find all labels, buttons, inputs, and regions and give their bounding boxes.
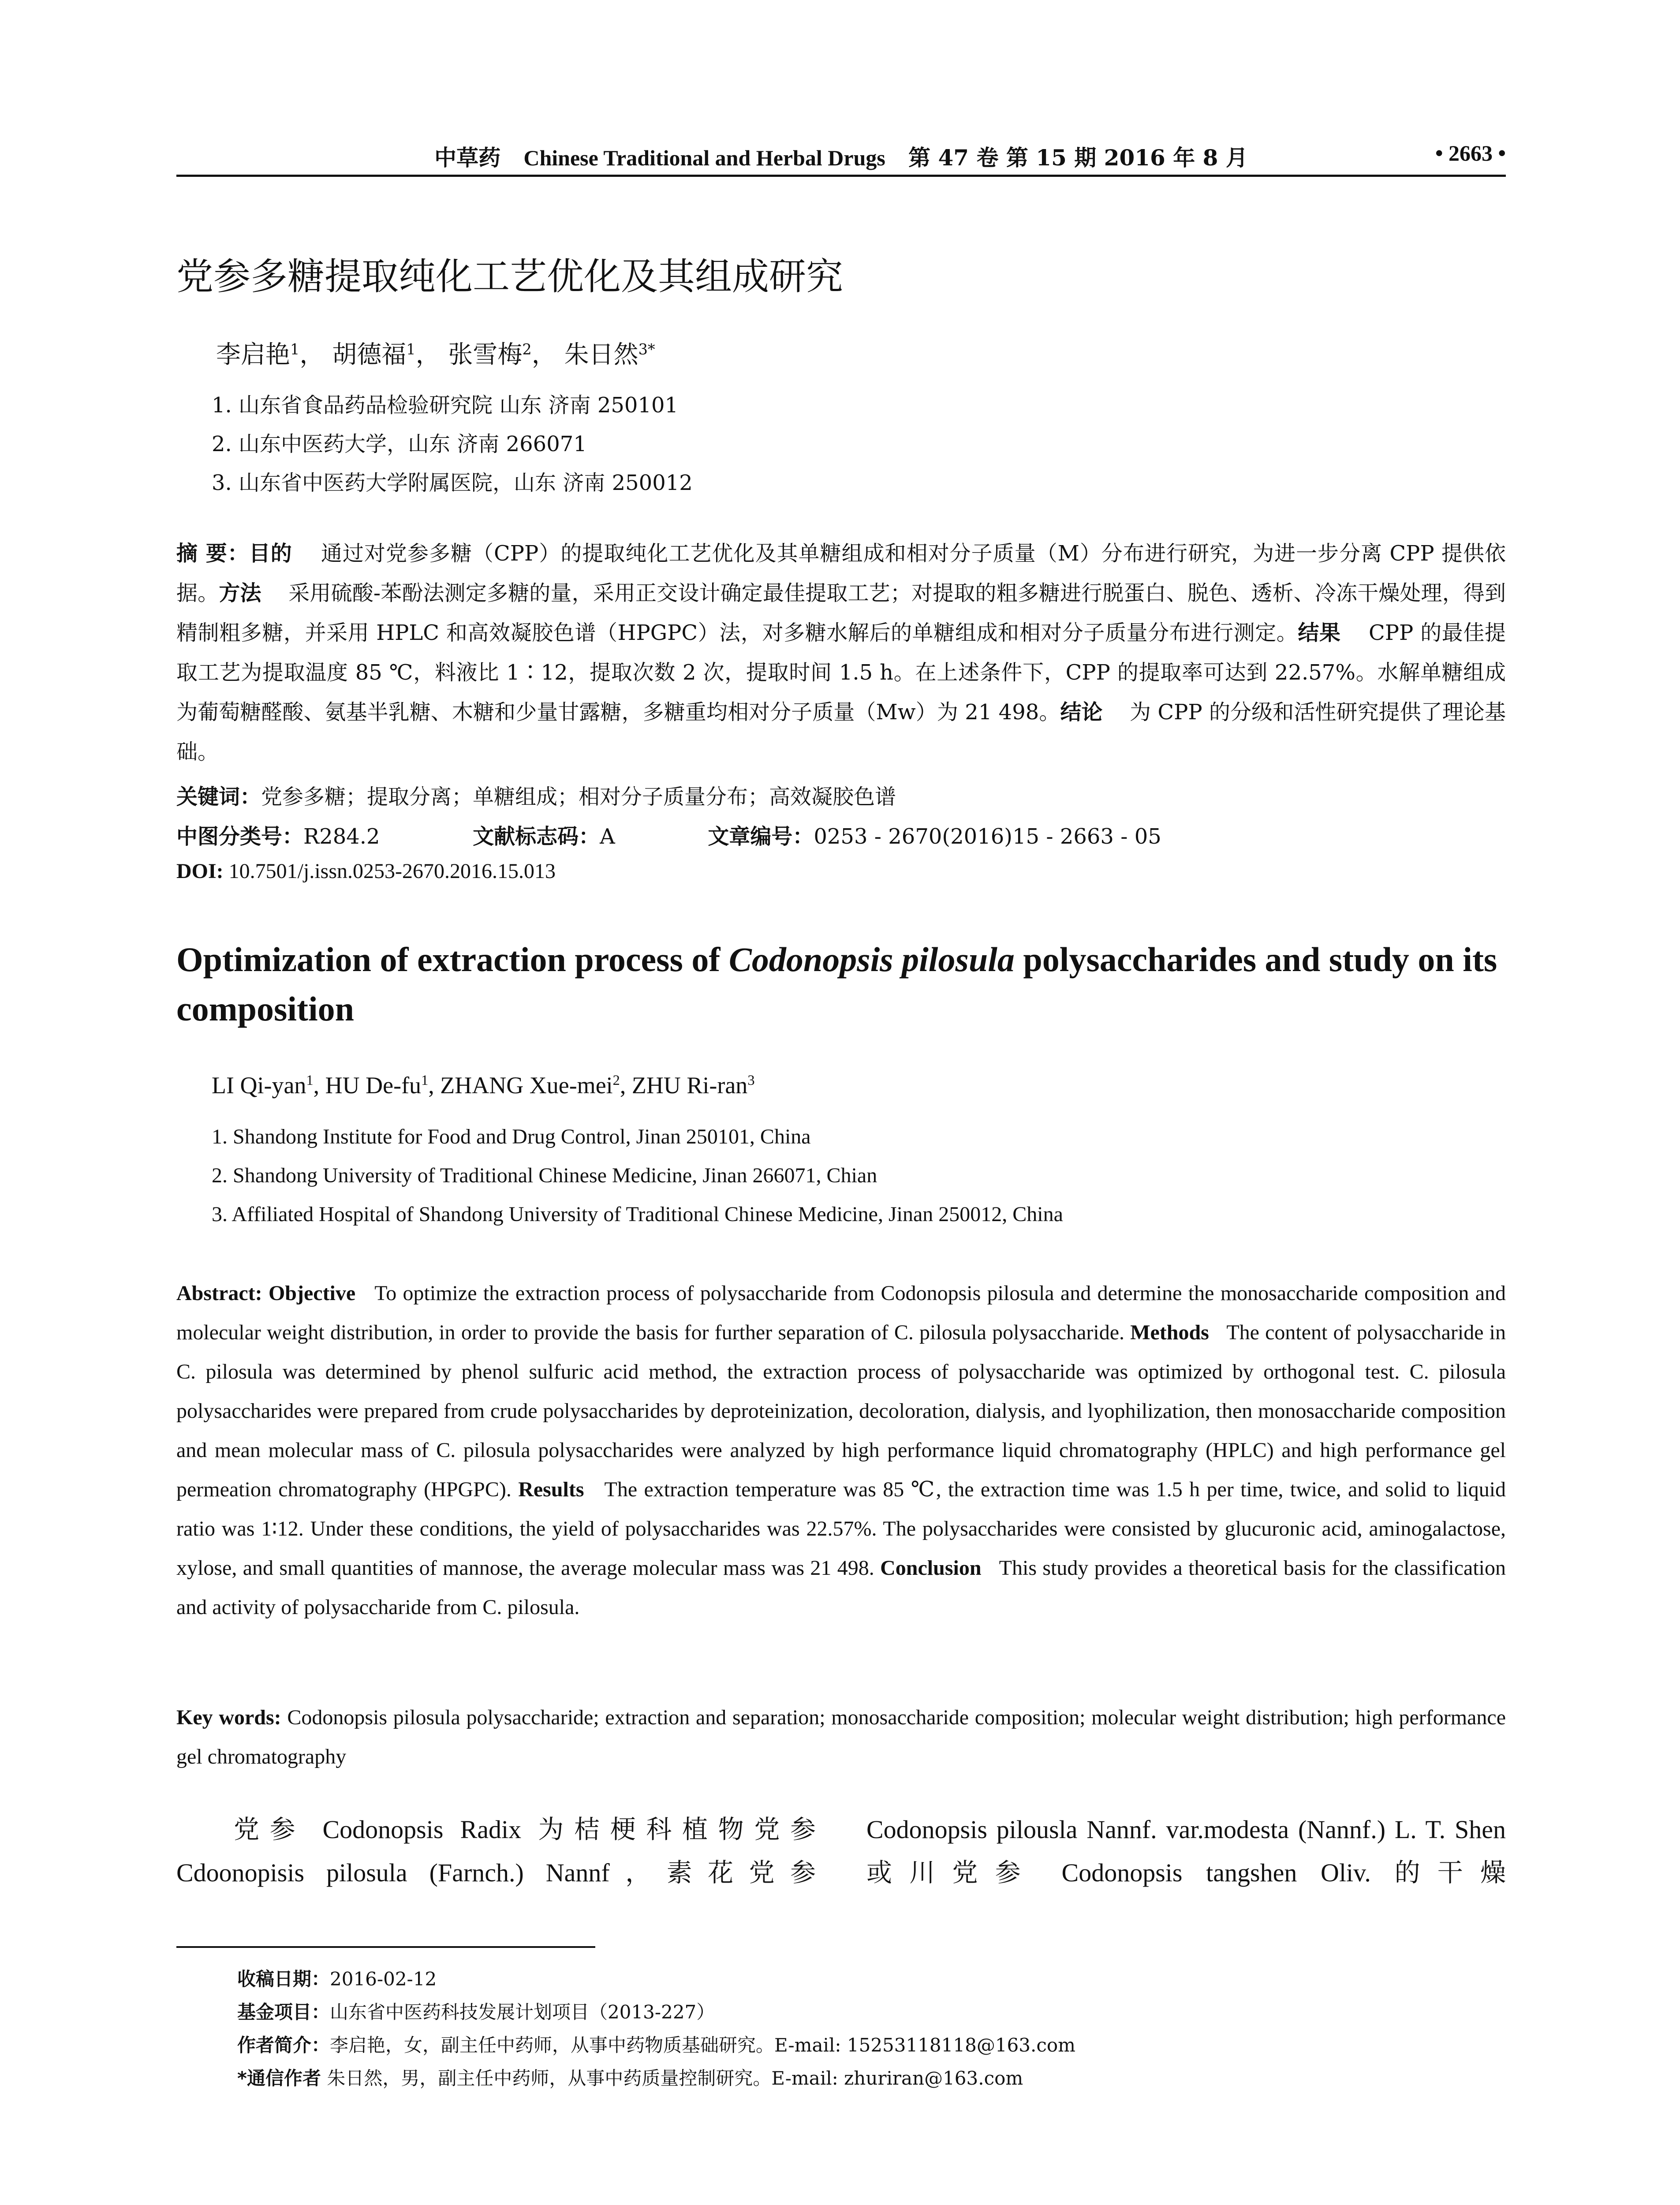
doc-code-value: A <box>600 824 615 849</box>
en-results-label: Results <box>518 1478 584 1501</box>
en-author-sup: 1 <box>306 1073 314 1088</box>
footnote-rule <box>176 1946 595 1948</box>
footnote-label: *通信作者 <box>237 2067 321 2089</box>
cn-author: 李启艳 <box>216 340 290 369</box>
en-methods: The content of polysaccharide in C. pilosula was determined by phenol sulfuric acid method, the extraction process of polysaccharide was optimized by orthogonal test. C. pilosula polysaccharides were prepared from crude polysaccharides by deproteinization, decoloration, dialysis, and lyophilization, then monosaccharide composition and mean molecular mass of C. pilosula polysaccharides were analyzed by high performance liquid chromatography (HPLC) and high performance gel permeation chromatography (HPGPC). <box>176 1321 1506 1501</box>
en-author: HU De-fu <box>325 1072 422 1099</box>
cn-affiliation-3: 3. 山东省中医药大学附属医院，山东 济南 250012 <box>212 471 693 495</box>
cn-classification-line <box>176 819 1161 850</box>
doc-code-label: 文献标志码： <box>473 824 600 849</box>
journal-issue: 第 47 卷 第 15 期 2016 年 8 月 <box>908 145 1248 171</box>
en-author: LI Qi-yan <box>212 1072 306 1099</box>
cn-abstract <box>176 534 1506 772</box>
en-author: ZHU Ri-ran <box>631 1072 748 1099</box>
cn-keywords-text: 党参多糖；提取分离；单糖组成；相对分子质量分布；高效凝胶色谱 <box>261 785 896 809</box>
footnote-funding <box>237 1998 715 2024</box>
en-methods-label: Methods <box>1130 1321 1209 1344</box>
en-conclusion: This study provides a theoretical basis for the classification and activity of polysaccharide from C. pilosula. <box>176 1556 1506 1619</box>
cn-author-sup: 2 <box>522 340 532 358</box>
footnote-text: 山东省中医药科技发展计划项目（2013-227） <box>330 2001 715 2023</box>
en-title-italic: Codonopsis pilosula <box>728 940 1015 979</box>
journal-en-name: Chinese Traditional and Herbal Drugs <box>523 146 885 170</box>
en-title-post: polysaccharides and study on its composition <box>176 940 1497 1028</box>
en-authors: LI Qi-yan$^1$, HU $De-fu^1$, ZHANG Xue-mei$^2$, ZHU Ri-ran$^3$ <box>212 1072 755 1099</box>
doi-value: 10.7501/j.issn.0253-2670.2016.15.013 <box>228 860 556 883</box>
en-keywords <box>176 1698 1506 1776</box>
footnote-label: 收稿日期： <box>237 1968 330 1990</box>
cn-results-label: 结果 <box>1298 620 1341 645</box>
cn-conclusion: 为 CPP 的分级和活性研究提供了理论基础。 <box>176 700 1506 764</box>
cn-affiliation-1: 1. 山东省食品药品检验研究院 山东 济南 250101 <box>212 393 679 418</box>
cn-affiliation-2: 2. 山东中医药大学，山东 济南 266071 <box>212 432 587 456</box>
cn-keywords <box>176 780 896 810</box>
cn-author: 胡德福 <box>332 340 407 369</box>
en-author-sup: 1 <box>421 1073 429 1088</box>
footnote-text: 李启艳，女，副主任中药师，从事中药物质基础研究。E-mail: 15253118118@163.com <box>330 2034 1075 2056</box>
body-column-right: Codonopsis pilousla Nannf. var.modesta (Nannf.) L. T. Shen 或川党参 Codonopsis tangshen Oliv. 的干燥 <box>866 1815 1506 1887</box>
en-conclusion-label: Conclusion <box>880 1556 982 1580</box>
running-header <box>176 140 1506 176</box>
en-affiliation-2: 2. Shandong University of Traditional Chinese Medicine, Jinan 266071, Chian <box>212 1164 877 1187</box>
clc-label: 中图分类号： <box>176 824 304 849</box>
en-objective: To optimize the extraction process of polysaccharide from Codonopsis pilosula and determine the monosaccharide composition and molecular weight distribution, in order to provide the basis for further separation of C. pilosula polysaccharide. <box>176 1282 1506 1344</box>
en-affiliation-3: 3. Affiliated Hospital of Shandong University of Traditional Chinese Medicine, Jinan 250012, China <box>212 1203 1063 1226</box>
en-title-pre: Optimization of extraction process of <box>176 940 729 979</box>
footnote-text: 2016-02-12 <box>330 1968 437 1990</box>
cn-conclusion-label: 结论 <box>1060 700 1103 725</box>
cn-author: 朱日然 <box>564 340 638 369</box>
en-affiliation-1: 1. Shandong Institute for Food and Drug Control, Jinan 250101, China <box>212 1125 811 1148</box>
footnote-corresponding <box>237 2064 1023 2090</box>
doi-line <box>176 859 556 883</box>
footnote-label: 基金项目： <box>237 2001 330 2023</box>
cn-methods-label: 方法 <box>219 581 261 605</box>
clc-value: R284.2 <box>303 824 380 849</box>
en-results: The extraction temperature was 85 ℃, the extraction time was 1.5 h per time, twice, and solid to liquid ratio was 1∶12. Under these conditions, the yield of polysaccharides was 22.57%. The polysaccharides were consisted by glucuronic acid, aminogalactose, xylose, and small quantities of mannose, the average molecular mass was 21 498. <box>176 1478 1506 1580</box>
en-author: ZHANG Xue-mei <box>440 1072 613 1099</box>
en-title <box>176 935 1506 1034</box>
en-abstract <box>176 1274 1506 1627</box>
footnote-received <box>237 1965 437 1991</box>
footnote-text: 朱日然，男，副主任中药师，从事中药质量控制研究。E-mail: zhuriran@163.com <box>321 2067 1023 2089</box>
cn-authors: 李启艳$^1$， 胡德福$^1$， 张雪梅$^2$， 朱日然$^{3*}$ <box>216 340 655 369</box>
en-keywords-text: Codonopsis pilosula polysaccharide; extraction and separation; monosaccharide composition; molecular weight distribution; high performance gel chromatography <box>176 1706 1506 1768</box>
en-author-sup: 2 <box>612 1073 620 1088</box>
running-header-center <box>176 140 1506 172</box>
journal-cn-name: 中草药 <box>434 145 501 171</box>
page-number: • 2663 • <box>1435 141 1506 165</box>
cn-methods: 采用硫酸-苯酚法测定多糖的量，采用正交设计确定最佳提取工艺；对提取的粗多糖进行脱蛋白、脱色、透析、冷冻干燥处理，得到精制粗多糖，并采用 HPLC 和高效凝胶色谱（HPGPC）法，对多糖水解后的单糖组成和相对分子质量分布进行测定。 <box>176 581 1506 645</box>
cn-results: CPP 的最佳提取工艺为提取温度 85 ℃，料液比 1∶12，提取次数 2 次，提取时间 1.5 h。在上述条件下，CPP 的提取率可达到 22.57%。水解单糖组成为葡萄糖醛酸、氨基半乳糖、木糖和少量甘露糖，多糖重均相对分子质量（Mw）为 21 498。 <box>176 620 1506 725</box>
cn-objective-label: 目的 <box>249 541 292 566</box>
article-no-label: 文章编号： <box>708 824 814 849</box>
en-keywords-label: Key words: <box>176 1706 281 1729</box>
footnote-label: 作者简介： <box>237 2034 330 2056</box>
cn-author-sup: 1 <box>406 340 416 358</box>
cn-title: 党参多糖提取纯化工艺优化及其组成研究 <box>176 255 844 298</box>
cn-keywords-label: 关键词： <box>176 785 261 809</box>
footnote-author-bio <box>237 2031 1075 2057</box>
cn-author-sup: 3* <box>638 340 655 358</box>
en-abstract-label: Abstract: Objective <box>176 1282 356 1305</box>
header-rule <box>176 175 1506 177</box>
en-author-sup: 3 <box>747 1073 755 1088</box>
article-no-value: 0253 - 2670(2016)15 - 2663 - 05 <box>814 824 1161 849</box>
cn-author: 张雪梅 <box>448 340 523 369</box>
doi-label: DOI: <box>176 860 224 883</box>
body-column-left: 党参 Codonopsis Radix 为桔梗科植物党参 Cdoonopisis pilosula (Farnch.) Nannf，素花党参 <box>176 1815 816 1887</box>
cn-objective: 通过对党参多糖（CPP）的提取纯化工艺优化及其单糖组成和相对分子质量（M）分布进行研究，为进一步分离 CPP 提供依据。 <box>176 541 1506 605</box>
cn-author-sup: 1 <box>290 340 300 358</box>
cn-abstract-label: 摘 要： <box>176 541 249 566</box>
